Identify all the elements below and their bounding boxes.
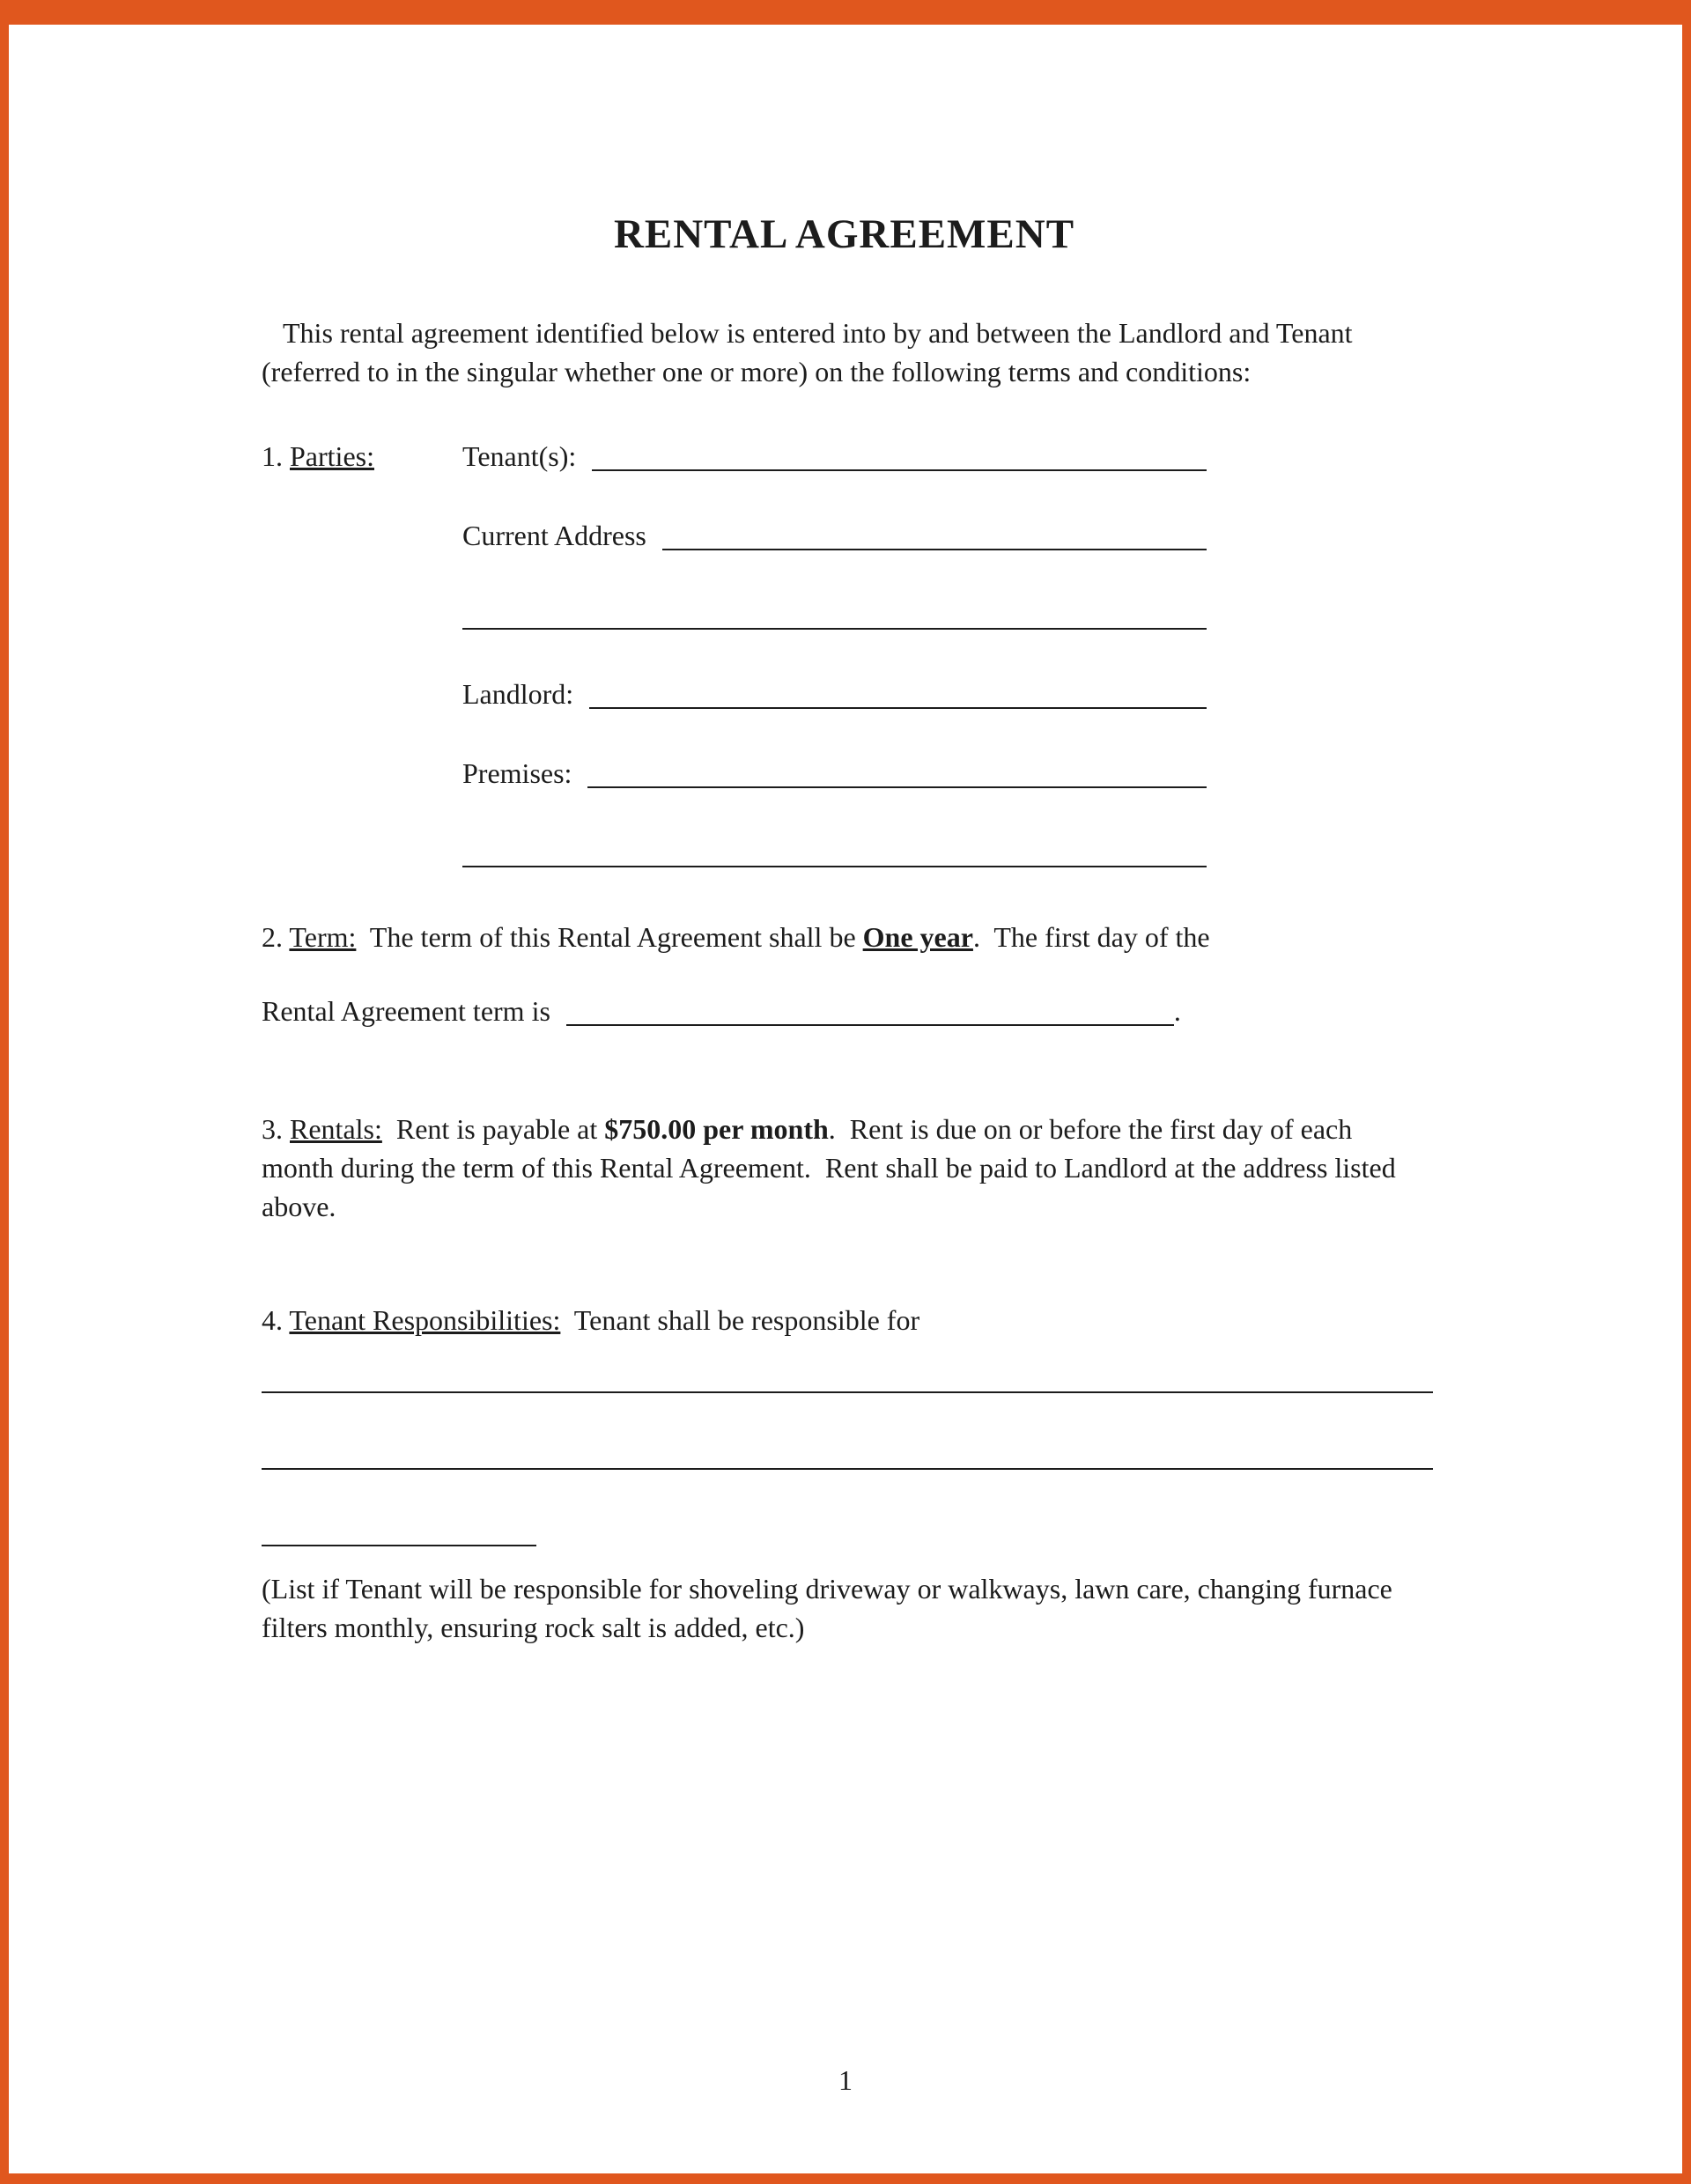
section-responsibilities <box>262 1301 1427 1647</box>
rentals-text: Rent is payable at <box>381 1113 605 1145</box>
landlord-field-label: Landlord: <box>462 678 581 710</box>
field-row-tenant <box>262 442 1207 476</box>
responsibilities-blank-line-3 <box>262 1545 536 1546</box>
premises-continued-blank-line <box>462 865 1207 867</box>
tenant-field-label: Tenant(s): <box>462 440 584 472</box>
page-number: 1 <box>838 2064 853 2096</box>
landlord-blank-line <box>589 706 1207 709</box>
term-text: The term of this Rental Agreement shall be <box>356 921 863 953</box>
current-address-blank-line <box>662 548 1207 550</box>
premises-blank-line <box>587 786 1207 788</box>
section-label: Parties: <box>290 440 374 472</box>
field-row-premises <box>462 759 1207 793</box>
section-number: 1. <box>262 440 290 472</box>
responsibilities-text: Tenant shall be responsible for <box>560 1304 920 1336</box>
rent-amount: $750.00 per month <box>604 1113 829 1145</box>
field-row-premises-continued <box>462 838 1207 872</box>
tenant-blank-line <box>592 469 1207 471</box>
term-duration: One year <box>862 921 973 953</box>
responsibilities-blank-line-1 <box>262 1391 1433 1393</box>
term-start-blank-line <box>566 1023 1174 1026</box>
field-row-address-continued <box>462 601 1207 634</box>
document-title: RENTAL AGREEMENT <box>613 211 1075 257</box>
term-start-label: Rental Agreement term is <box>262 995 558 1027</box>
current-address-field-label: Current Address <box>462 520 654 551</box>
section-label: Rentals: <box>290 1113 382 1145</box>
term-paragraph <box>262 918 1427 956</box>
responsibilities-blank-line-2 <box>262 1468 1433 1470</box>
field-row-landlord <box>462 680 1207 713</box>
rentals-text-after: . Rent is due on or before the first day of each month during the term of this Rental Agreement. Rent shall be paid to Landlord at the address listed above. <box>262 1113 1403 1222</box>
section-label: Tenant Responsibilities: <box>289 1304 561 1336</box>
term-text-after: . The first day of the <box>972 921 1210 953</box>
section-number: 3. <box>262 1113 290 1145</box>
section-label: Term: <box>289 921 357 953</box>
premises-field-label: Premises: <box>462 757 580 789</box>
section-rentals <box>262 1110 1427 1226</box>
document-content <box>9 25 1682 1647</box>
section-term <box>262 918 1427 1030</box>
section-parties <box>262 442 1427 872</box>
term-start-period: . <box>1173 995 1181 1027</box>
intro-paragraph: This rental agreement identified below is entered into by and between the Landlord and Tenant (referred to in the singular whether one or more) on the following terms and conditions: <box>262 317 1360 387</box>
section-number: 4. <box>262 1304 290 1336</box>
responsibilities-heading <box>262 1301 1427 1339</box>
section-1-heading <box>262 437 462 476</box>
responsibilities-note: (List if Tenant will be responsible for shoveling driveway or walkways, lawn care, changing furnace filters monthly, ensuring rock salt is added, etc.) <box>262 1573 1399 1643</box>
address-continued-blank-line <box>462 627 1207 630</box>
field-row-current-address <box>462 521 1207 555</box>
section-number: 2. <box>262 921 290 953</box>
term-start-date-row <box>262 992 1222 1030</box>
